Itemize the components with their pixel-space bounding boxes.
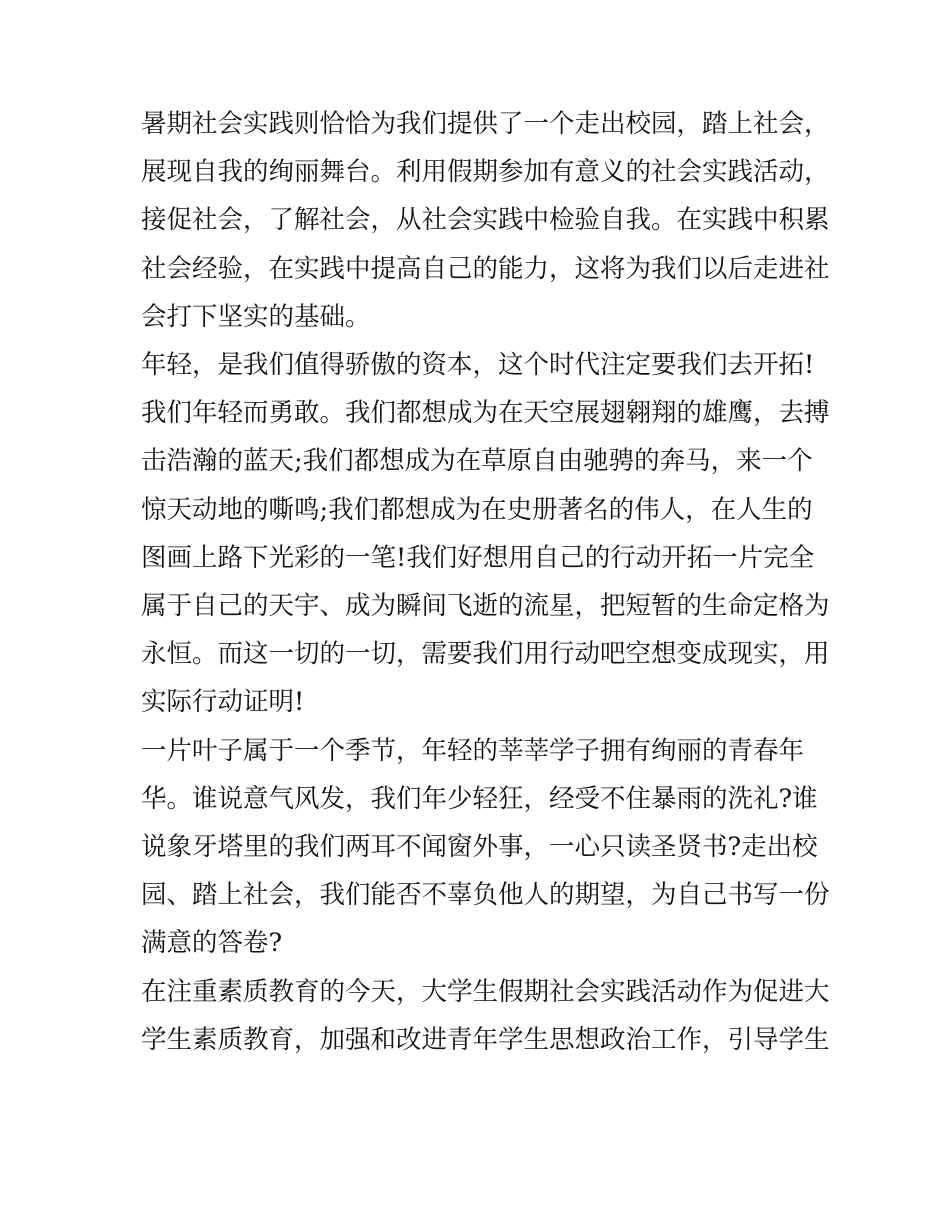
- text-line: 一片叶子属于一个季节，年轻的莘莘学子拥有绚丽的青春年: [141, 735, 805, 766]
- text-line: 永恒。而这一切的一切，需要我们用行动吧空想变成现实，用: [141, 639, 830, 670]
- text-line: 属于自己的天宇、成为瞬间飞逝的流星，把短暂的生命定格为: [141, 591, 830, 622]
- text-line: 华。谁说意气风发，我们年少轻狂，经受不住暴雨的洗礼?谁: [141, 783, 818, 814]
- text-line: 展现自我的绚丽舞台。利用假期参加有意义的社会实践活动，: [141, 157, 830, 188]
- text-line: 学生素质教育，加强和改进青年学生思想政治工作，引导学生: [141, 1024, 830, 1055]
- text-line: 会打下坚实的基础。: [141, 301, 371, 332]
- text-line: 说象牙塔里的我们两耳不闻窗外事，一心只读圣贤书?走出校: [141, 832, 818, 863]
- text-line: 图画上路下光彩的一笔!我们好想用自己的行动开拓一片完全: [141, 542, 815, 573]
- text-line: 在注重素质教育的今天，大学生假期社会实践活动作为促进大: [141, 976, 830, 1007]
- text-line: 我们年轻而勇敢。我们都想成为在天空展翅翱翔的雄鹰，去搏: [141, 398, 830, 429]
- body-text: [141, 100, 830, 1064]
- text-line: 惊天动地的嘶鸣;我们都想成为在史册著名的伟人，在人生的: [141, 494, 813, 525]
- text-line: 暑期社会实践则恰恰为我们提供了一个走出校园，踏上社会，: [141, 109, 830, 139]
- text-line: 年轻，是我们值得骄傲的资本，这个时代注定要我们去开拓!: [141, 350, 815, 381]
- text-line: 接促社会，了解社会，从社会实践中检验自我。在实践中积累: [141, 205, 830, 236]
- text-line: 园、踏上社会，我们能否不辜负他人的期望，为自己书写一份: [141, 880, 830, 911]
- text-line: 击浩瀚的蓝天;我们都想成为在草原自由驰骋的奔马，来一个: [141, 446, 813, 477]
- text-line: 满意的答卷?: [141, 928, 283, 959]
- text-line: 实际行动证明!: [141, 687, 305, 718]
- text-line: 社会经验，在实践中提高自己的能力，这将为我们以后走进社: [141, 253, 830, 284]
